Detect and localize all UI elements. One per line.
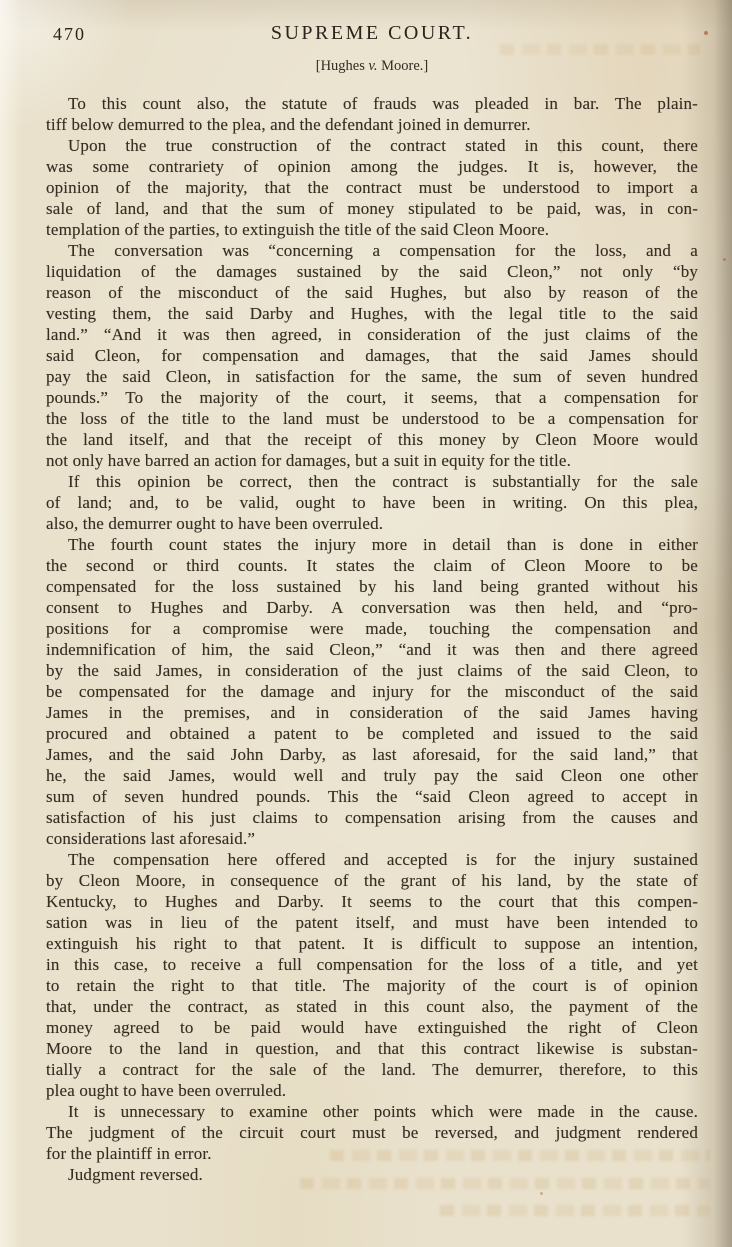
text-line: was some contrariety of opinion among the judges. It is, however, the xyxy=(46,157,698,176)
text-line: Judgment reversed. xyxy=(68,1165,203,1184)
text-line: tially a contract for the sale of the land. The demurrer, therefore, to this xyxy=(46,1060,698,1079)
text-line: vesting them, the said Darby and Hughes, with the legal title to the said xyxy=(46,304,698,323)
text-line: in this case, to receive a full compensation for the loss of a title, and yet xyxy=(46,955,698,974)
case-caption-prefix: [Hughes xyxy=(315,58,369,74)
text-line: also, the demurrer ought to have been overruled. xyxy=(46,514,384,533)
text-line: considerations last aforesaid.” xyxy=(46,829,256,848)
text-line: satisfaction of his just claims to compensation arising from the causes and xyxy=(46,808,698,827)
text-line: indemnification of him, the said Cleon,” “and it was then and there agreed xyxy=(46,640,698,659)
text-line: by the said James, in consideration of the just claims of the said Cleon, to xyxy=(46,661,698,680)
text-line: land.” “And it was then agreed, in consideration of the just claims of the xyxy=(46,325,698,344)
text-line: compensated for the loss sustained by his land being granted without his xyxy=(46,577,698,596)
text-line: of land; and, to be valid, ought to have been in writing. On this plea, xyxy=(46,493,698,512)
foxing-speck xyxy=(540,1192,543,1195)
text-line: templation of the parties, to extinguish the title of the said Cleon Moore. xyxy=(46,220,550,239)
text-line: sale of land, and that the sum of money stipulated to be paid, was, in con- xyxy=(46,199,698,218)
text-line: sation was in lieu of the patent itself, and must have been intended to xyxy=(46,913,698,932)
foxing-speck xyxy=(723,258,726,261)
text-line: pounds.” To the majority of the court, it seems, that a compensation for xyxy=(46,388,698,407)
bleed-through-ghost xyxy=(440,1205,710,1216)
text-line: tiff below demurred to the plea, and the defendant joined in demurrer. xyxy=(46,115,531,134)
text-line: sum of seven hundred pounds. This the “said Cleon agreed to accept in xyxy=(46,787,698,806)
text-line: extinguish his right to that patent. It is difficult to suppose an intention, xyxy=(46,934,698,953)
text-column xyxy=(46,93,698,1185)
text-line: The conversation was “concerning a compensation for the loss, and a xyxy=(68,241,698,260)
text-line: consent to Hughes and Darby. A conversation was then held, and “pro- xyxy=(46,598,698,617)
text-line: plea ought to have been overruled. xyxy=(46,1081,287,1100)
text-line: he, the said James, would well and truly pay the said Cleon one other xyxy=(46,766,698,785)
text-line: It is unnecessary to examine other points which were made in the cause. xyxy=(68,1102,698,1121)
text-line: that, under the contract, as stated in this count also, the payment of the xyxy=(46,997,698,1016)
text-line: liquidation of the damages sustained by the said Cleon,” not only “by xyxy=(46,262,698,281)
text-line: money agreed to be paid would have extinguished the right of Cleon xyxy=(46,1018,698,1037)
text-line: Kentucky, to Hughes and Darby. It seems to the court that this compen- xyxy=(46,892,698,911)
text-line: positions for a compromise were made, touching the compensation and xyxy=(46,619,698,638)
running-title: SUPREME COURT. xyxy=(270,22,474,44)
page-number: 470 xyxy=(53,24,86,44)
page-header xyxy=(0,22,732,48)
text-line: James, and the said John Darby, as last aforesaid, for the said land,” that xyxy=(46,745,698,764)
text-line: The compensation here offered and accepted is for the injury sustained xyxy=(68,850,698,869)
text-line: said Cleon, for compensation and damages, that the said James should xyxy=(46,346,698,365)
text-line: The judgment of the circuit court must be reversed, and judgment rendered xyxy=(46,1123,698,1142)
text-line: reason of the misconduct of the said Hughes, but also by reason of the xyxy=(46,283,698,302)
case-caption xyxy=(46,58,698,75)
text-line: the loss of the title to the land must be understood to be a compensation for xyxy=(46,409,698,428)
text-line: be compensated for the damage and injury for the misconduct of the said xyxy=(46,682,698,701)
text-line: James in the premises, and in consideration of the said James having xyxy=(46,703,698,722)
text-line: pay the said Cleon, in satisfaction for the same, the sum of seven hundred xyxy=(46,367,698,386)
text-line: to retain the right to that title. The majority of the court is of opinion xyxy=(46,976,698,995)
text-line: the land itself, and that the receipt of this money by Cleon Moore would xyxy=(46,430,698,449)
text-line: To this count also, the statute of frauds was pleaded in bar. The plain- xyxy=(68,94,698,113)
text-line: Moore to the land in question, and that this contract likewise is substan- xyxy=(46,1039,698,1058)
text-line: procured and obtained a patent to be completed and issued to the said xyxy=(46,724,698,743)
text-line: by Cleon Moore, in consequence of the grant of his land, by the state of xyxy=(46,871,698,890)
text-line: If this opinion be correct, then the contract is substantially for the sale xyxy=(68,472,698,491)
text-line: The fourth count states the injury more in detail than is done in either xyxy=(68,535,698,554)
text-line: for the plaintiff in error. xyxy=(46,1144,212,1163)
text-line: Upon the true construction of the contract stated in this count, there xyxy=(68,136,698,155)
case-caption-versus: v. xyxy=(368,58,378,74)
text-line: the second or third counts. It states the claim of Cleon Moore to be xyxy=(46,556,698,575)
text-line: opinion of the majority, that the contract must be understood to import a xyxy=(46,178,698,197)
case-caption-suffix: Moore.] xyxy=(377,58,429,74)
text-line: not only have barred an action for damages, but a suit in equity for the title. xyxy=(46,451,572,470)
